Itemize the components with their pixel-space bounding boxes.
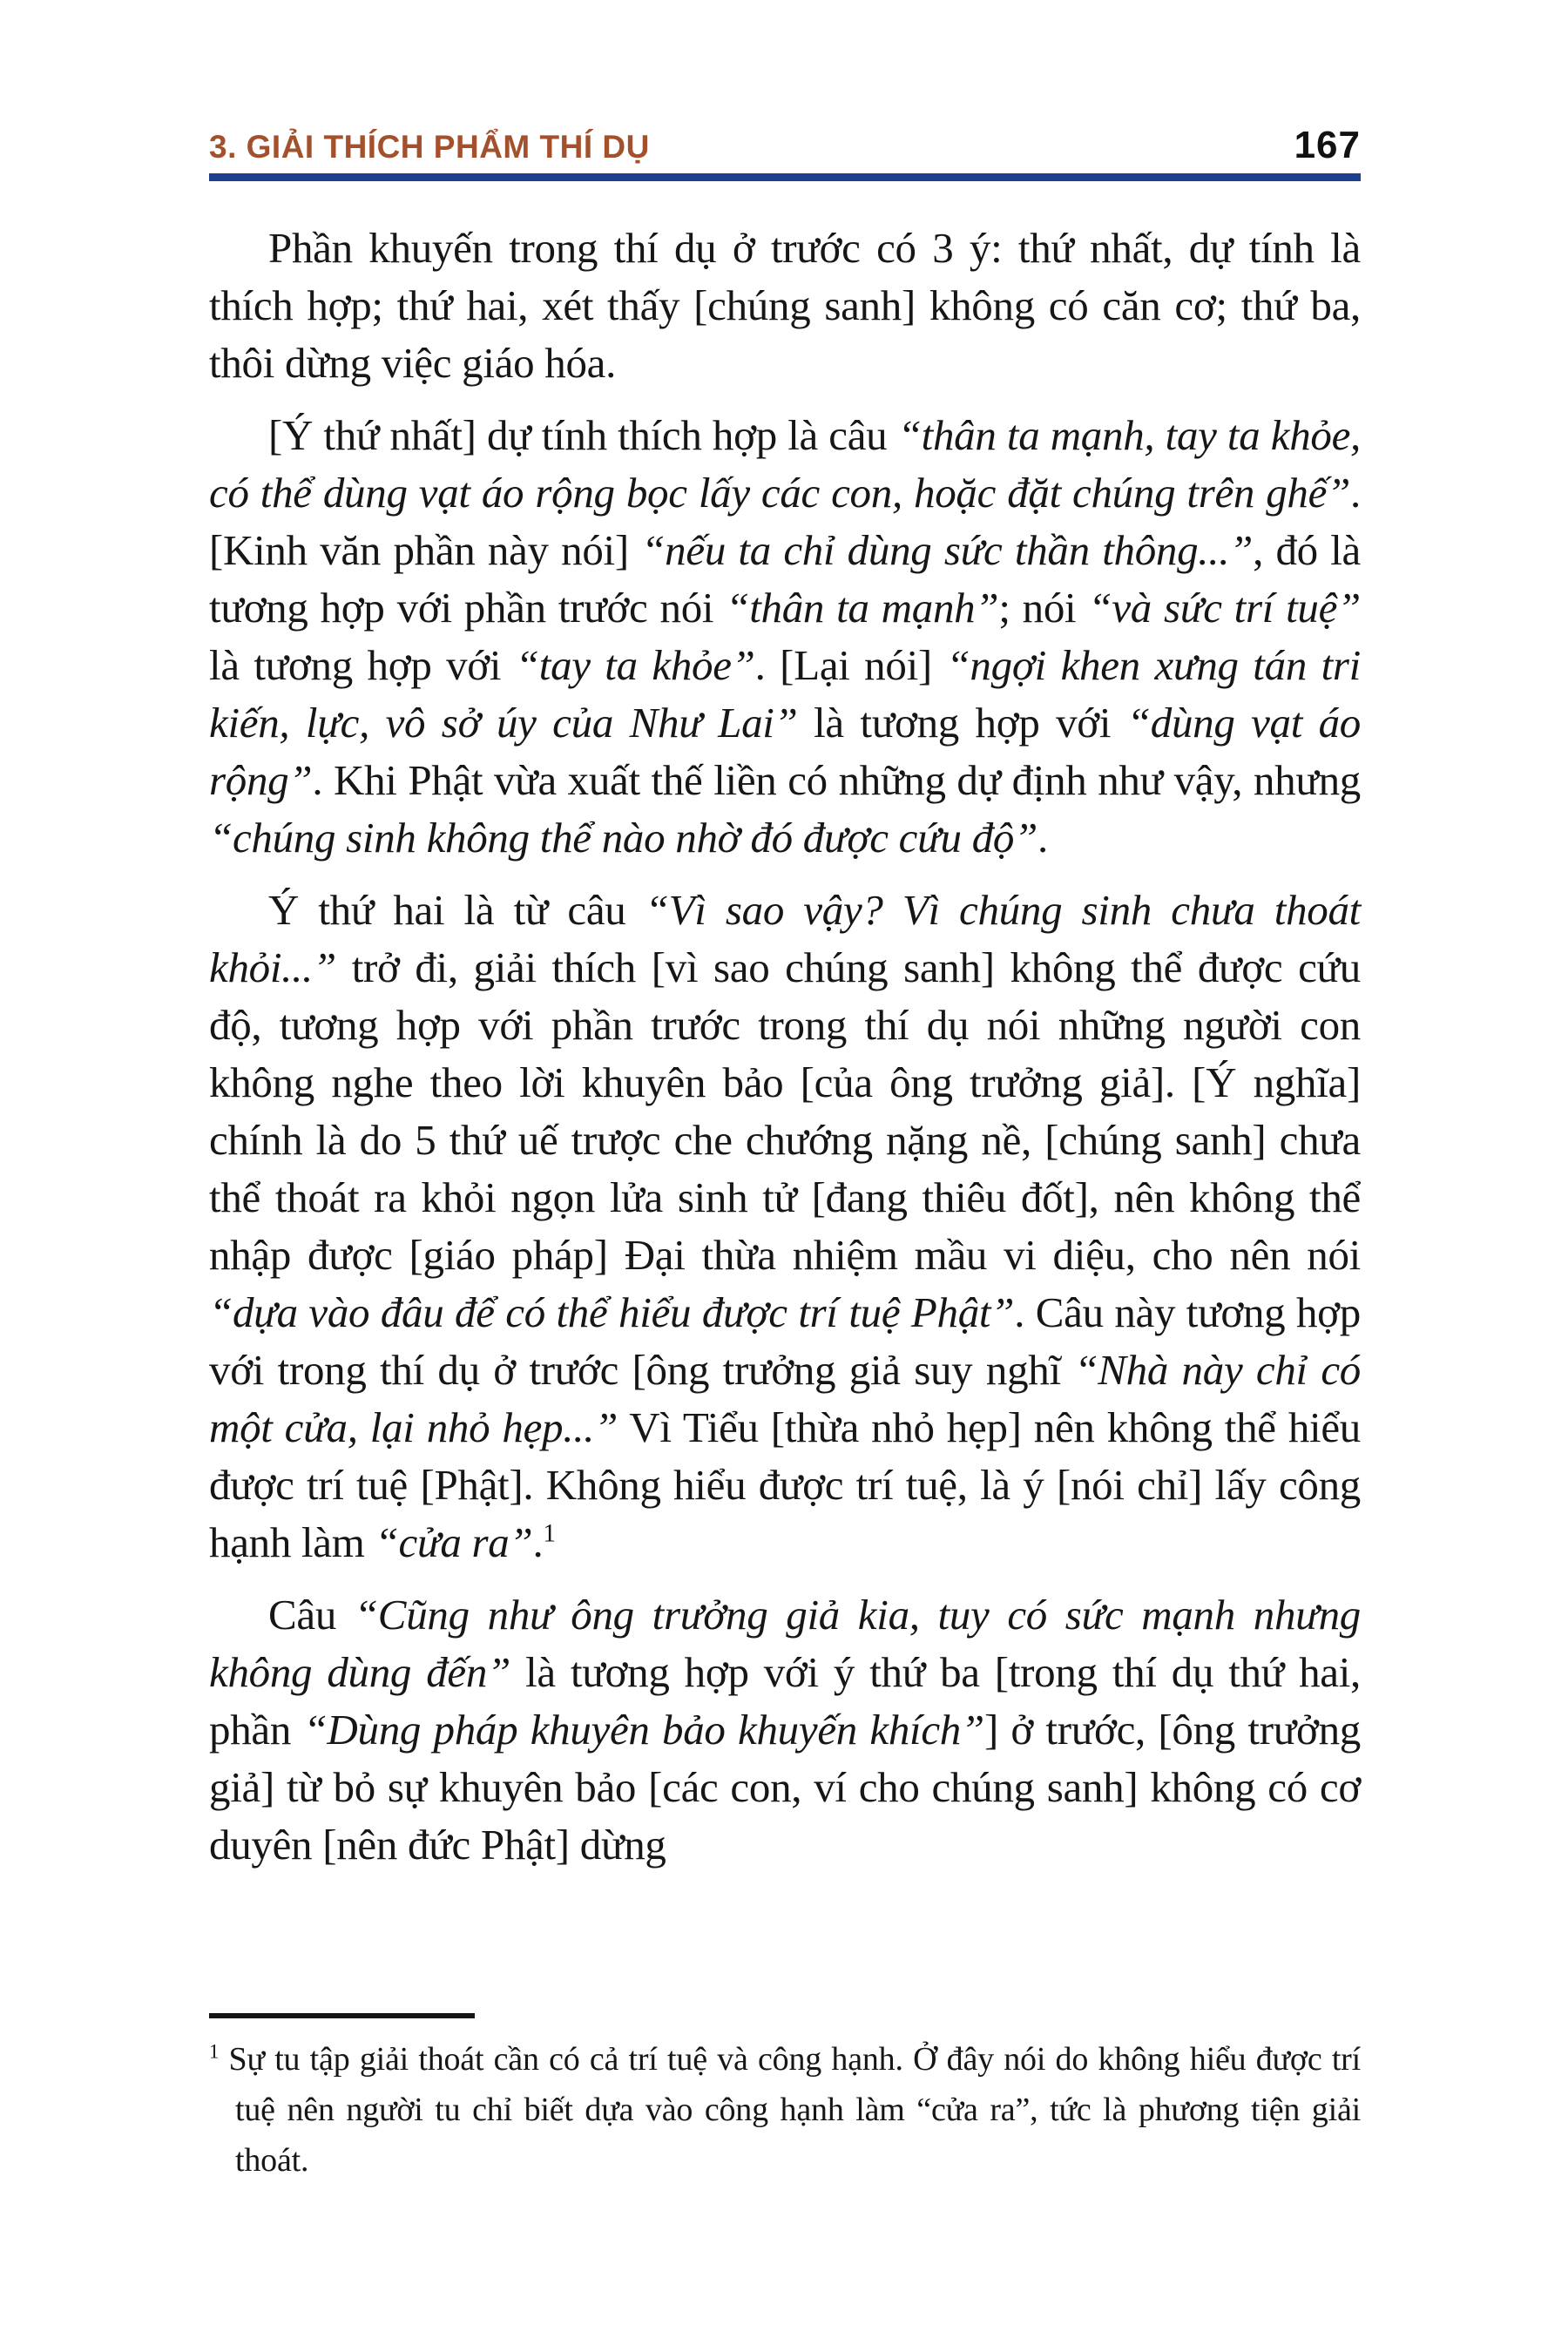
text-run: Phần khuyến trong thí dụ ở trước có 3 ý: thứ nhất, dự tính là thích hợp; thứ hai, xét thấy [chúng sanh] không có căn cơ; thứ ba, thôi dừng việc giáo hóa. [209,224,1361,387]
quoted-scripture-text: “Dùng pháp khuyên bảo khuyến khích” [303,1706,984,1754]
text-run: [Ý thứ nhất] dự tính thích hợp là câu [268,411,898,459]
text-run: là tương hợp với [797,699,1127,747]
quoted-scripture-text: “thân ta mạnh” [726,584,999,632]
body-text [209,220,1361,1889]
quoted-scripture-text: “Nhà này chỉ có một cửa, lại nhỏ hẹp...” [209,1346,1362,1451]
text-run: Vì Tiểu [thừa nhỏ hẹp] nên không thể hiểu được trí tuệ [Phật]. Không hiểu được trí tuệ, là ý [nói chỉ] lấy công hạnh làm [209,1403,1361,1566]
footnote-ref: 1 [209,2040,220,2063]
footnote-text [209,2034,1361,2186]
text-run: Ý thứ hai là từ câu [268,886,645,934]
section-title: 3. GIẢI THÍCH PHẨM THÍ DỤ [209,129,650,165]
paragraph-4 [209,1586,1361,1874]
running-header [209,124,1361,167]
text-run: . Câu này tương hợp với trong thí dụ ở trước [ông trưởng giả suy nghĩ [209,1288,1361,1394]
text-run: Sự tu tập giải thoát cần có cả trí tuệ và công hạnh. Ở đây nói do không hiểu được trí tuệ nên người tu chỉ biết dựa vào công hạnh làm “cửa ra”, tức là phương tiện giải thoát. [219,2041,1361,2179]
paragraph-1 [209,220,1361,392]
quoted-scripture-text: “nếu ta chỉ dùng sức thần thông...” [641,526,1254,574]
text-run: là tương hợp với [209,641,516,689]
text-run: , đó là tương hợp với phần trước nói [209,526,1361,632]
quoted-scripture-text: “chúng sinh không thể nào nhờ đó được cứu độ” [209,814,1038,862]
text-run: là tương hợp với ý thứ ba [trong thí dụ thứ hai, phần [209,1648,1362,1754]
text-run: . [Kinh văn phần này nói] [209,469,1361,574]
quoted-scripture-text: “và sức trí tuệ” [1088,584,1361,632]
text-run: ] ở trước, [ông trưởng giả] từ bỏ sự khuyên bảo [các con, ví cho chúng sanh] không có cơ duyên [nên đức Phật] dừng [209,1706,1361,1869]
quoted-scripture-text: “tay ta khỏe” [515,641,755,689]
text-run: . [Lại nói] [754,641,947,689]
text-run: . [532,1518,544,1566]
quoted-scripture-text: “ngợi khen xưng tán tri kiến, lực, vô sở úy của Như Lai” [209,641,1361,747]
header-rule-divider [209,173,1361,181]
text-run: ; nói [998,584,1089,632]
text-run: Câu [268,1591,355,1639]
quoted-scripture-text: “Cũng như ông trưởng giả kia, tuy có sức mạnh nhưng không dùng đến” [209,1591,1361,1696]
footnote-ref: 1 [543,1519,556,1548]
paragraph-2 [209,407,1361,867]
page-number: 167 [1294,124,1361,166]
text-run: trở đi, giải thích [vì sao chúng sanh] không thể được cứu độ, tương hợp với phần trước trong thí dụ nói những người con không nghe theo lời khuyên bảo [của ông trưởng giả]. [Ý nghĩa] chính là do 5 thứ uế trược che chướng nặng nề, [chúng sanh] chưa thể thoát ra khỏi ngọn lửa sinh tử [đang thiêu đốt], nên không thể nhập được [giáo pháp] Đại thừa nhiệm mầu vi diệu, cho nên nói [209,943,1361,1279]
quoted-scripture-text: “dùng vạt áo rộng” [209,699,1362,804]
quoted-scripture-text: “cửa ra” [375,1518,533,1566]
text-run: . [1037,814,1048,862]
footnote [209,2034,1361,2186]
paragraph-3 [209,882,1361,1571]
text-run: . Khi Phật vừa xuất thế liền có những dự định như vậy, nhưng [312,756,1361,804]
quoted-scripture-text: “thân ta mạnh, tay ta khỏe, có thể dùng vạt áo rộng bọc lấy các con, hoặc đặt chúng trên ghế” [209,411,1361,517]
footnote-separator [209,2013,475,2018]
quoted-scripture-text: “Vì sao vậy? Vì chúng sinh chưa thoát khỏi...” [209,886,1361,991]
quoted-scripture-text: “dựa vào đâu để có thể hiểu được trí tuệ Phật” [209,1288,1015,1336]
